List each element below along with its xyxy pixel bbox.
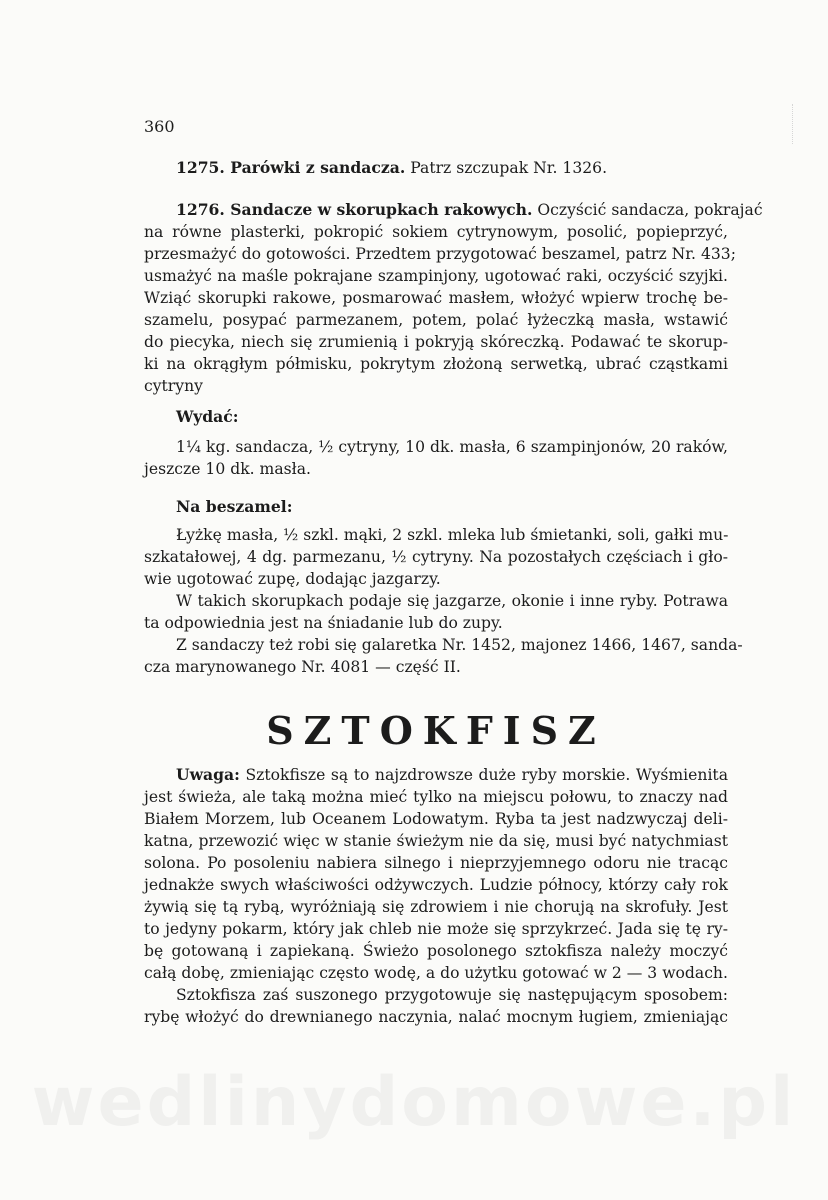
- wydac-ingredients: [144, 436, 728, 480]
- body-line: Sztokfisza zaś suszonego przygotowuje się następującym sposobem:: [176, 986, 728, 1004]
- body-line: to jedyny pokarm, który jak chleb nie może się sprzykrzeć. Jada się tę ry-: [144, 920, 728, 938]
- body-line: Łyżkę masła, ½ szkl. mąki, 2 szkl. mleka lub śmietanki, soli, gałki mu-: [176, 526, 729, 544]
- body-line: ki na okrągłym półmisku, pokrytym złożoną serwetką, ubrać cząstkami: [144, 355, 728, 373]
- recipe-1276: [144, 199, 763, 397]
- body-line: przesmażyć do gotowości. Przedtem przygotować beszamel, patrz Nr. 433;: [144, 245, 736, 263]
- recipe-1275-line: [144, 157, 728, 179]
- wydac-heading: Wydać:: [176, 407, 239, 426]
- uwaga-label: Uwaga:: [176, 765, 240, 784]
- body-line: ta odpowiednia jest na śniadanie lub do zupy.: [144, 614, 503, 632]
- body-line: usmażyć na maśle pokrajane szampinjony, ugotować raki, oczyścić szyjki.: [144, 267, 728, 285]
- beszamel-heading: Na beszamel:: [176, 497, 293, 516]
- body-line: jest świeża, ale taką można mieć tylko na miejscu połowu, to znaczy nad: [144, 788, 728, 806]
- scan-artifact: [792, 104, 795, 144]
- uwaga-paragraph: [144, 764, 728, 1028]
- body-line: cza marynowanego Nr. 4081 — część II.: [144, 658, 461, 676]
- body-line: Z sandaczy też robi się galaretka Nr. 1452, majonez 1466, 1467, sanda-: [176, 636, 743, 654]
- recipe-1275-text: Patrz szczupak Nr. 1326.: [410, 159, 608, 177]
- beszamel-ingredients: [144, 524, 743, 678]
- body-line: W takich skorupkach podaje się jazgarze, okonie i inne ryby. Potrawa: [176, 592, 728, 610]
- body-line: solona. Po posoleniu nabiera silnego i nieprzyjemnego odoru nie tracąc: [144, 854, 728, 872]
- body-line: szamelu, posypać parmezanem, potem, polać łyżeczką masła, wstawić: [144, 311, 728, 329]
- body-line: wie ugotować zupę, dodając jazgarzy.: [144, 570, 441, 588]
- body-line: na równe plasterki, pokropić sokiem cytrynowym, posolić, popieprzyć,: [144, 223, 728, 241]
- body-line: rybę włożyć do drewnianego naczynia, nalać mocnym ługiem, zmieniając: [144, 1008, 728, 1026]
- body-line: Białem Morzem, lub Oceanem Lodowatym. Ryba ta jest nadzwyczaj deli-: [144, 810, 728, 828]
- uwaga-first-line: Uwaga: Sztokfisze są to najzdrowsze duże ryby morskie. Wyśmienita: [176, 765, 728, 784]
- body-line: żywią się tą rybą, wyróżniają się zdrowiem i nie chorują na skrofuły. Jest: [144, 898, 728, 916]
- page-number: 360: [144, 117, 175, 136]
- body-line: jednakże swych właściwości odżywczych. Ludzie północy, którzy cały rok: [144, 876, 728, 894]
- body-line: Wziąć skorupki rakowe, posmarować masłem, włożyć wpierw trochę be-: [144, 289, 728, 307]
- body-line: 1¼ kg. sandacza, ½ cytryny, 10 dk. masła, 6 szampinjonów, 20 raków,: [176, 438, 728, 456]
- recipe-1275: [144, 157, 728, 179]
- body-line: katna, przewozić więc w stanie świeżym nie da się, musi być natychmiast: [144, 832, 728, 850]
- body-line: cytryny: [144, 377, 203, 395]
- recipe-1276-first-line: 1276. Sandacze w skorupkach rakowych. Oczyścić sandacza, pokrajać: [176, 200, 763, 219]
- recipe-1275-title: 1275. Parówki z sandacza.: [176, 158, 406, 177]
- watermark: wedlinydomowe.pl: [31, 1063, 797, 1142]
- body-line: bę gotowaną i zapiekaną. Świeżo posolonego sztokfisza należy moczyć: [144, 942, 728, 960]
- body-line: do piecyka, niech się zrumienią i pokryją skóreczką. Podawać te skorup-: [144, 333, 728, 351]
- body-line: szkatałowej, 4 dg. parmezanu, ½ cytryny. Na pozostałych częściach i gło-: [144, 548, 728, 566]
- section-title: SZTOKFISZ: [266, 708, 606, 753]
- recipe-1276-title: 1276. Sandacze w skorupkach rakowych.: [176, 200, 533, 219]
- body-line: całą dobę, zmieniając często wodę, a do użytku gotować w 2 — 3 wodach.: [144, 964, 728, 982]
- body-line: jeszcze 10 dk. masła.: [144, 460, 311, 478]
